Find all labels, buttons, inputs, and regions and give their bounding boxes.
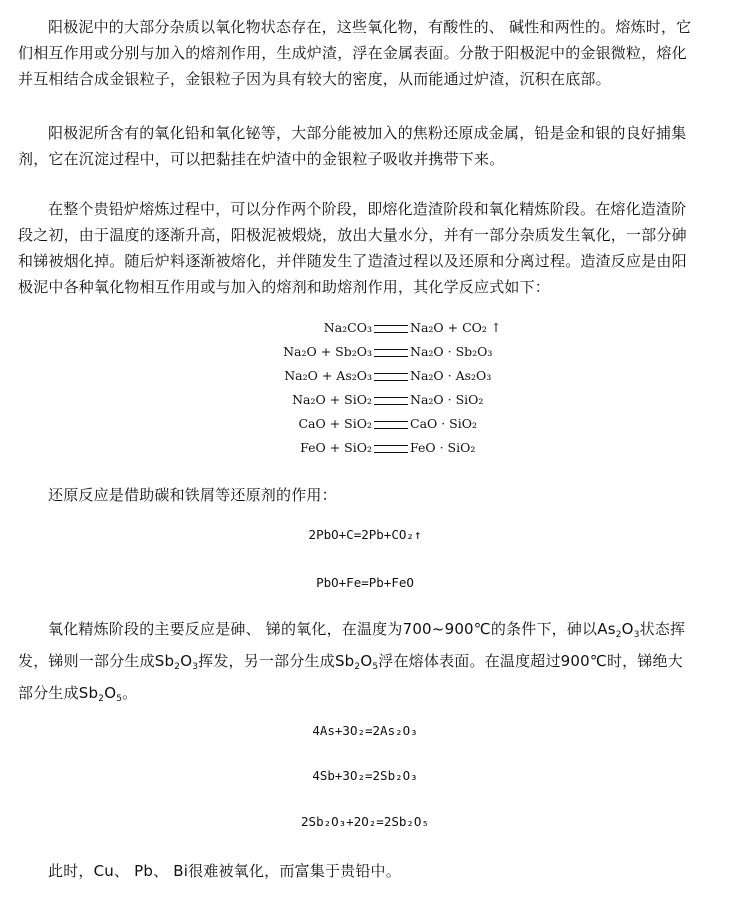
subscript: 5: [116, 694, 123, 704]
paragraph-anode-slime-oxides: 阳极泥中的大部分杂质以氧化物状态存在，这些氧化物，有酸性的、 碱性和两性的。熔炼时，它们相互作用或分别与加入的熔剂作用，生成炉渣，浮在金属表面。分散于阳极泥中的金银微粒，熔化并互相结合成金银粒子，金银粒子因为具有较大的密度，从而能通过炉渣，沉积在底部。: [18, 18, 692, 88]
equation-right: Na₂O + CO₂ ↑: [410, 320, 502, 335]
equals-sign: [374, 349, 408, 357]
equals-sign: [374, 421, 408, 429]
subscript: 2: [174, 662, 181, 672]
paragraph-lead-collector: 阳极泥所含有的氧化铅和氧化铋等，大部分能被加入的焦粉还原成金属，铅是金和银的良好捕集剂，它在沉淀过程中，可以把黏挂在炉渣中的金银粒子吸收并携带下来。: [18, 124, 687, 168]
subscript: 5: [372, 662, 379, 672]
oxidation-equation-arsenic: 4As+3O₂=2As₂O₃: [312, 723, 418, 738]
equation-row: [272, 436, 502, 460]
subscript: 2: [615, 630, 622, 640]
subscript: 2: [98, 694, 105, 704]
paragraph-reduction-intro: 还原反应是借助碳和铁屑等还原剂的作用：: [48, 486, 337, 504]
slag-reaction-equations: [272, 316, 502, 460]
text-run: 浮在熔体表面。在温度超过900℃时，锑绝大部分生成Sb: [18, 652, 683, 702]
text-run: O: [104, 684, 117, 702]
equation-row: [272, 388, 502, 412]
reduction-equation-iron: PbO+Fe=Pb+FeO: [316, 575, 414, 590]
equation-right: Na₂O · As₂O₃: [410, 368, 492, 383]
equation-right: Na₂O · Sb₂O₃: [410, 344, 493, 359]
equation-right: CaO · SiO₂: [410, 416, 478, 431]
paragraph-oxidation-refining: [18, 616, 698, 712]
equation-row: [272, 364, 502, 388]
text-run: 氧化精炼阶段的主要反应是砷、 锑的氧化，在温度为700~900℃的条件下，砷以As: [48, 620, 616, 638]
oxidation-equation-antimony-pentoxide: 2Sb₂O₃+2O₂=2Sb₂O₅: [301, 814, 429, 829]
equation-right: Na₂O · SiO₂: [410, 392, 484, 407]
text-run: 。: [122, 684, 138, 702]
equation-right: FeO · SiO₂: [410, 440, 476, 455]
equation-left: Na₂O + Sb₂O₃: [283, 344, 372, 359]
subscript: 3: [192, 662, 199, 672]
subscript: 2: [354, 662, 361, 672]
paragraph-noble-lead-enrichment: 此时，Cu、 Pb、 Bi很难被氧化，而富集于贵铅中。: [48, 862, 401, 880]
equation-row: [272, 340, 502, 364]
subscript: 3: [633, 630, 640, 640]
equals-sign: [374, 397, 408, 405]
text-run: O: [360, 652, 373, 670]
equation-left: Na₂CO₃: [323, 320, 372, 335]
equals-sign: [374, 445, 408, 453]
equation-row: [272, 412, 502, 436]
paragraph-smelting-stages: 在整个贵铅炉熔炼过程中，可以分作两个阶段，即熔化造渣阶段和氧化精炼阶段。在熔化造渣阶段之初，由于温度的逐渐升高，阳极泥被煅烧，放出大量水分，并有一部分杂质发生氧化，一部分砷和锑被烟化掉。随后炉料逐渐被熔化，并伴随发生了造渣过程以及还原和分离过程。造渣反应是由阳极泥中各种氧化物相互作用或与加入的熔剂和助熔剂作用，其化学反应式如下：: [18, 200, 687, 296]
reduction-equation-carbon: 2PbO+C=2Pb+CO₂↑: [308, 527, 422, 542]
text-run: 状态挥发，锑则一部分生成Sb: [18, 620, 686, 670]
equation-left: CaO + SiO₂: [298, 416, 372, 431]
equation-row: [272, 316, 502, 340]
text-run: O: [621, 620, 634, 638]
text-run: O: [180, 652, 193, 670]
equation-left: Na₂O + As₂O₃: [284, 368, 372, 383]
equation-left: Na₂O + SiO₂: [292, 392, 372, 407]
equals-sign: [374, 373, 408, 381]
oxidation-equation-antimony: 4Sb+3O₂=2Sb₂O₃: [312, 768, 418, 783]
text-run: 挥发，另一部分生成Sb: [198, 652, 355, 670]
equation-left: FeO + SiO₂: [300, 440, 372, 455]
equals-sign: [374, 325, 408, 333]
